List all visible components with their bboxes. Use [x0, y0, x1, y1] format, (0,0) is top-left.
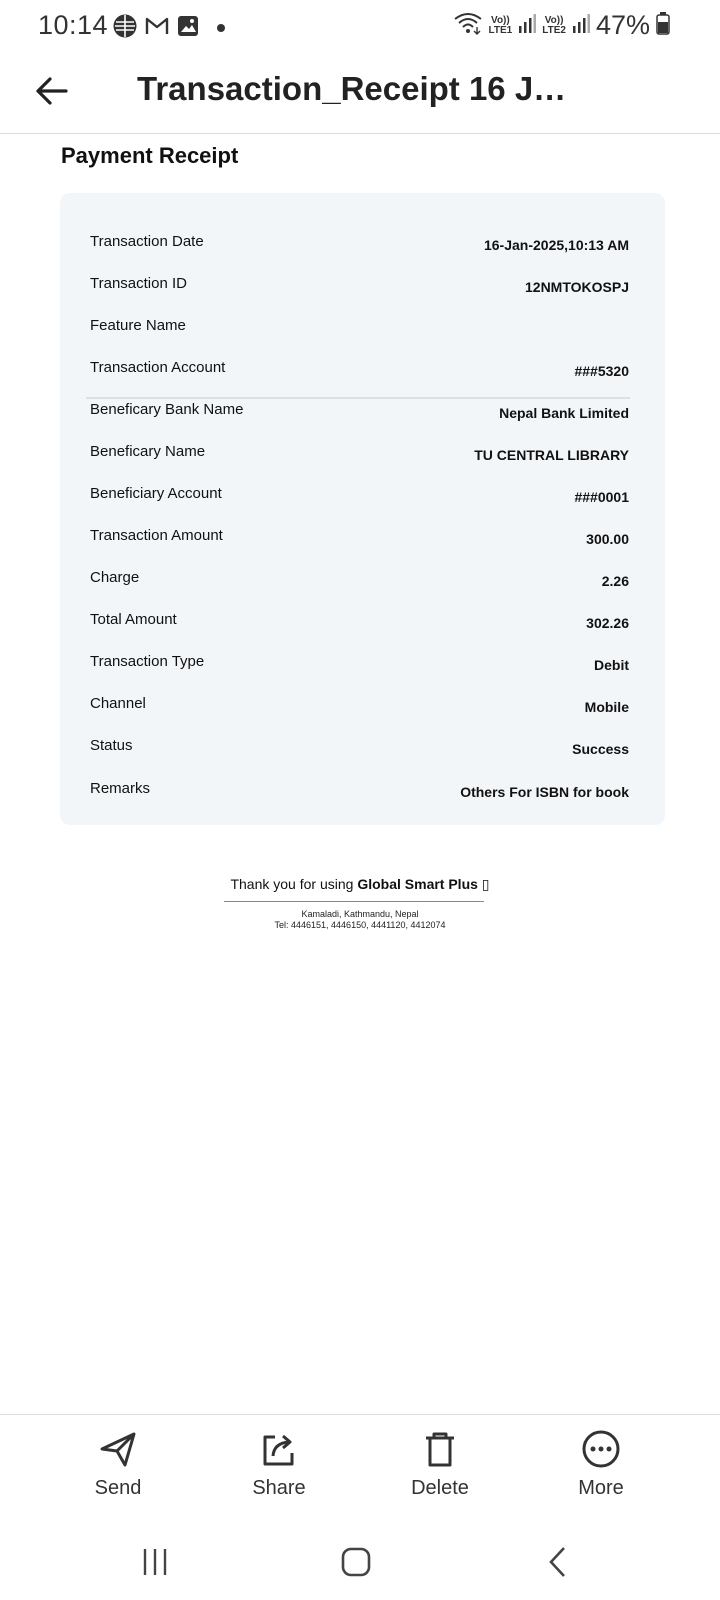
- recents-icon: [140, 1547, 170, 1577]
- bank-phone: Tel: 4446151, 4446150, 4441120, 4412074: [274, 920, 446, 930]
- battery-icon: [656, 11, 670, 40]
- send-icon: [98, 1429, 138, 1469]
- bank-address: Kamaladi, Kathmandu, Nepal: [301, 909, 419, 919]
- receipt-row: [90, 563, 629, 605]
- row-label: Charge: [90, 569, 140, 586]
- row-value: 16-Jan-2025,10:13 AM: [483, 237, 629, 253]
- home-icon: [340, 1546, 372, 1578]
- row-value: 2.26: [601, 573, 629, 589]
- sports-app-icon: [112, 13, 138, 44]
- wifi-icon: [453, 11, 483, 40]
- receipt-row: [90, 647, 629, 689]
- action-bar: [0, 1414, 720, 1524]
- thanks-suffix: ▯: [477, 876, 490, 892]
- send-button[interactable]: [58, 1429, 178, 1500]
- signal1-icon: [518, 12, 536, 39]
- receipt-row: [90, 311, 629, 353]
- receipt-row: [90, 479, 629, 521]
- notification-icons: [112, 13, 226, 44]
- arrow-left-icon: [34, 76, 68, 106]
- receipt-row: [90, 227, 629, 269]
- more-dot-icon: [216, 20, 226, 38]
- row-label: Total Amount: [90, 611, 177, 628]
- row-label: Beneficary Bank Name: [90, 401, 244, 418]
- row-value: ###0001: [574, 489, 629, 505]
- row-label: Beneficiary Account: [90, 485, 222, 502]
- thanks-message: [0, 876, 720, 893]
- row-label: Channel: [90, 695, 146, 712]
- status-bar: [0, 0, 720, 52]
- receipt-heading: Payment Receipt: [61, 143, 239, 168]
- receipt-row: [90, 395, 629, 437]
- row-value: Success: [572, 741, 629, 757]
- sim1-label: Vo)) LTE1: [488, 14, 513, 36]
- brand-name: Global Smart Plus: [357, 876, 478, 892]
- row-label: Transaction Account: [90, 359, 226, 376]
- row-label: Transaction Date: [90, 233, 204, 250]
- receipt-row: [90, 689, 629, 731]
- chevron-left-icon: [546, 1546, 570, 1578]
- row-value: TU CENTRAL LIBRARY: [474, 447, 629, 463]
- row-value: Debit: [594, 657, 629, 673]
- recents-button[interactable]: [125, 1542, 185, 1582]
- row-label: Status: [90, 737, 133, 754]
- thanks-prefix: Thank you for using: [230, 876, 358, 892]
- sim2-label: Vo)) LTE2: [542, 14, 566, 36]
- row-label: Transaction Amount: [90, 527, 223, 544]
- row-label: Remarks: [90, 780, 151, 797]
- gmail-icon: [144, 15, 170, 42]
- row-label: Feature Name: [90, 317, 186, 334]
- row-label: Transaction ID: [90, 275, 187, 292]
- receipt-row: [90, 269, 629, 311]
- receipt-row: [90, 731, 629, 773]
- receipt-row: [90, 774, 629, 816]
- send-label: Send: [94, 1477, 142, 1499]
- share-label: Share: [252, 1477, 306, 1499]
- battery-percent: 47%: [595, 10, 650, 40]
- back-nav-button[interactable]: [528, 1542, 588, 1582]
- row-value: 12NMTOKOSPJ: [525, 279, 629, 295]
- more-button[interactable]: [541, 1429, 661, 1500]
- row-value: 300.00: [586, 531, 629, 547]
- status-right: [453, 10, 670, 41]
- row-label: Beneficary Name: [90, 443, 206, 460]
- status-time: 10:14: [38, 10, 109, 40]
- row-value: ###5320: [574, 363, 629, 379]
- home-button[interactable]: [326, 1542, 386, 1582]
- receipt-row: [90, 353, 629, 395]
- back-button[interactable]: [28, 68, 74, 114]
- row-value: Others For ISBN for book: [460, 784, 629, 800]
- gallery-icon: [176, 14, 200, 43]
- receipt-row: [90, 437, 629, 479]
- receipt-row: [90, 521, 629, 563]
- signal2-icon: [572, 12, 590, 39]
- thanks-underline: [224, 901, 484, 902]
- row-label: Transaction Type: [90, 653, 205, 670]
- row-value: Nepal Bank Limited: [499, 405, 629, 421]
- delete-button[interactable]: [380, 1429, 500, 1500]
- more-label: More: [578, 1477, 624, 1499]
- more-icon: [581, 1429, 621, 1469]
- app-bar: [0, 52, 720, 134]
- share-button[interactable]: [219, 1429, 339, 1500]
- page-title: Transaction_Receipt 16 J…: [137, 70, 567, 107]
- row-value: Mobile: [584, 699, 629, 715]
- delete-label: Delete: [411, 1477, 469, 1499]
- row-value: 302.26: [586, 615, 629, 631]
- share-icon: [259, 1429, 299, 1469]
- receipt-row: [90, 605, 629, 647]
- receipt-card: [60, 193, 665, 825]
- system-nav-bar: [0, 1524, 720, 1600]
- trash-icon: [420, 1429, 460, 1469]
